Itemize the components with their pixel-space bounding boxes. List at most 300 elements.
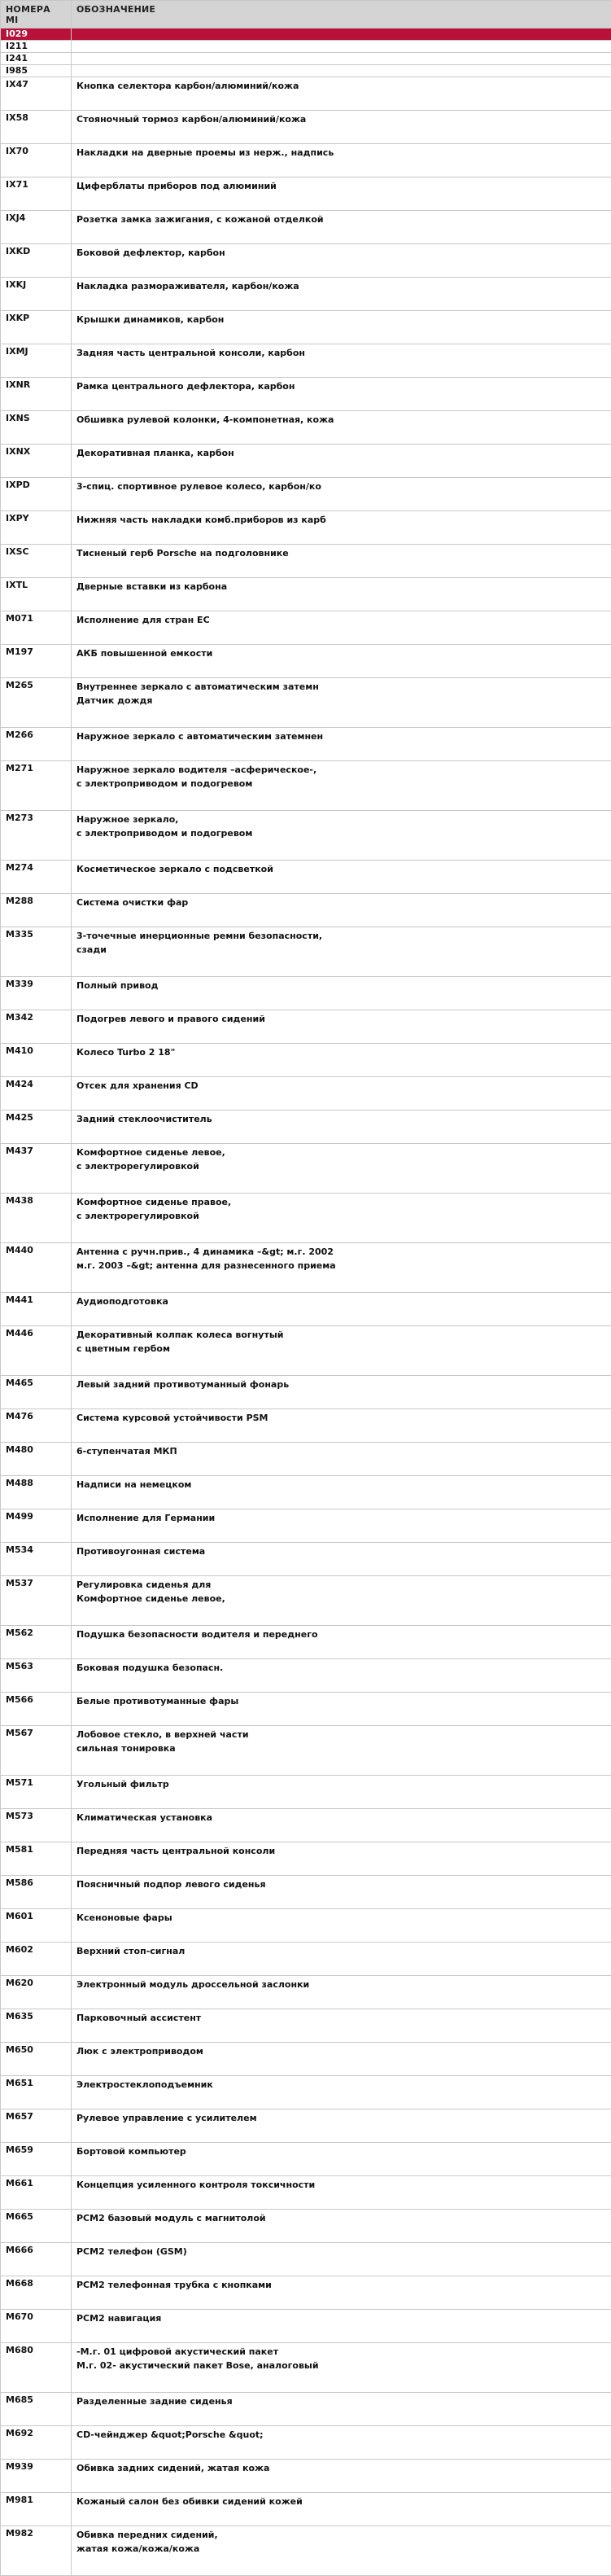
option-description xyxy=(72,811,611,861)
option-description xyxy=(72,1293,611,1326)
option-code: M651 xyxy=(1,2076,72,2109)
option-code: M665 xyxy=(1,2210,72,2243)
option-description xyxy=(72,1693,611,1726)
option-code: I241 xyxy=(1,53,72,65)
option-code: IXJ4 xyxy=(1,211,72,244)
table-row[interactable] xyxy=(1,2426,611,2460)
option-description xyxy=(72,2043,611,2076)
option-code: M562 xyxy=(1,1626,72,1659)
option-description xyxy=(72,1626,611,1659)
option-description xyxy=(72,1376,611,1409)
option-code: M680 xyxy=(1,2343,72,2393)
option-code: IXKJ xyxy=(1,278,72,311)
option-code: M425 xyxy=(1,1111,72,1144)
description-line: Аудиоподготовка xyxy=(76,1295,606,1308)
description-line: Электронный модуль дроссельной заслонки xyxy=(76,1978,606,1991)
table-row[interactable] xyxy=(1,1976,611,2009)
description-line: Розетка замка зажигания, с кожаной отделкой xyxy=(76,212,606,226)
description-line: Комфортное сиденье левое, xyxy=(76,1592,606,1606)
table-row[interactable] xyxy=(1,1376,611,1409)
description-line: Рулевое управление с усилителем xyxy=(76,2111,606,2125)
option-code: M197 xyxy=(1,645,72,678)
table-row[interactable] xyxy=(1,211,611,244)
option-code: M438 xyxy=(1,1194,72,1243)
table-row[interactable] xyxy=(1,2310,611,2343)
description-line: Подогрев левого и правого сидений xyxy=(76,1012,606,1026)
description-line: CD-чейнджер &quot;Porsche &quot; xyxy=(76,2428,606,2442)
option-description xyxy=(72,894,611,927)
description-line: Боковая подушка безопасн. xyxy=(76,1661,606,1675)
option-code: M586 xyxy=(1,1876,72,1909)
table-row[interactable] xyxy=(1,1876,611,1909)
option-description xyxy=(72,1194,611,1243)
table-row[interactable] xyxy=(1,2043,611,2076)
option-code: M266 xyxy=(1,728,72,761)
option-code: M650 xyxy=(1,2043,72,2076)
table-row[interactable] xyxy=(1,1842,611,1876)
table-row[interactable] xyxy=(1,2243,611,2276)
option-description xyxy=(72,28,611,41)
option-code: M566 xyxy=(1,1693,72,1726)
option-description xyxy=(72,2276,611,2310)
option-code: M661 xyxy=(1,2176,72,2210)
description-line: Рамка центрального дефлектора, карбон xyxy=(76,379,606,393)
option-description xyxy=(72,1776,611,1809)
table-row[interactable] xyxy=(1,511,611,545)
table-row[interactable] xyxy=(1,77,611,111)
description-line: Надписи на немецком xyxy=(76,1478,606,1492)
option-description xyxy=(72,1943,611,1976)
option-description xyxy=(72,77,611,111)
table-row[interactable] xyxy=(1,977,611,1010)
table-row[interactable] xyxy=(1,645,611,678)
description-line: Наружное зеркало с автоматическим затемнен xyxy=(76,729,606,743)
option-code: M670 xyxy=(1,2310,72,2343)
description-line: Концепция усиленного контроля токсичности xyxy=(76,2178,606,2192)
table-row[interactable] xyxy=(1,894,611,927)
table-row[interactable] xyxy=(1,1809,611,1842)
description-line: сильная тонировка xyxy=(76,1741,606,1755)
option-description xyxy=(72,2493,611,2526)
description-line: жатая кожа/кожа/кожа xyxy=(76,2542,606,2556)
option-code: I211 xyxy=(1,41,72,53)
description-line: Климатическая установка xyxy=(76,1811,606,1825)
description-line: Крышки динамиков, карбон xyxy=(76,313,606,326)
description-line: Система курсовой устойчивости PSM xyxy=(76,1411,606,1425)
option-code: M339 xyxy=(1,977,72,1010)
option-code: M424 xyxy=(1,1077,72,1111)
description-line: Передняя часть центральной консоли xyxy=(76,1844,606,1858)
description-line: 3-точечные инерционные ремни безопасности, xyxy=(76,929,606,943)
table-row[interactable] xyxy=(1,411,611,445)
description-line: Нижняя часть накладки комб.приборов из карб xyxy=(76,513,606,527)
table-row[interactable] xyxy=(1,1943,611,1976)
description-line: Парковочный ассистент xyxy=(76,2011,606,2025)
table-row[interactable] xyxy=(1,2176,611,2210)
table-row[interactable] xyxy=(1,144,611,177)
option-description xyxy=(72,278,611,311)
option-description xyxy=(72,2393,611,2426)
table-row[interactable] xyxy=(1,1111,611,1144)
table-row[interactable] xyxy=(1,1326,611,1376)
description-line: Накладка размораживателя, карбон/кожа xyxy=(76,279,606,293)
option-description xyxy=(72,1509,611,1543)
option-description xyxy=(72,2009,611,2043)
option-code: M620 xyxy=(1,1976,72,2009)
description-line: с электроприводом и подогревом xyxy=(76,777,606,791)
option-code: M273 xyxy=(1,811,72,861)
option-code: M437 xyxy=(1,1144,72,1194)
description-line: PCM2 навигация xyxy=(76,2311,606,2325)
table-row[interactable] xyxy=(1,578,611,611)
description-line: Датчик дождя xyxy=(76,694,606,708)
description-line: Дверные вставки из карбона xyxy=(76,580,606,594)
option-description xyxy=(72,977,611,1010)
option-code: M265 xyxy=(1,678,72,728)
description-line: Обивка передних сидений, xyxy=(76,2528,606,2542)
description-line: Косметическое зеркало с подсветкой xyxy=(76,862,606,876)
option-description xyxy=(72,344,611,378)
option-description xyxy=(72,1909,611,1943)
table-row[interactable] xyxy=(1,1693,611,1726)
description-line: Колесо Turbo 2 18" xyxy=(76,1045,606,1059)
table-row[interactable] xyxy=(1,2493,611,2526)
option-description xyxy=(72,2460,611,2493)
table-row[interactable] xyxy=(1,1576,611,1626)
option-description xyxy=(72,65,611,77)
description-line: Декоративный колпак колеса вогнутый xyxy=(76,1328,606,1342)
table-row[interactable] xyxy=(1,811,611,861)
option-description xyxy=(72,478,611,511)
table-row[interactable] xyxy=(1,761,611,811)
option-code: M410 xyxy=(1,1044,72,1077)
description-line: с цветным гербом xyxy=(76,1342,606,1356)
table-row[interactable] xyxy=(1,244,611,278)
option-description xyxy=(72,761,611,811)
option-description xyxy=(72,445,611,478)
option-description xyxy=(72,1543,611,1576)
option-code: M571 xyxy=(1,1776,72,1809)
option-code: M071 xyxy=(1,611,72,645)
table-row[interactable] xyxy=(1,2393,611,2426)
option-description xyxy=(72,111,611,144)
table-row[interactable] xyxy=(1,2460,611,2493)
description-line: Лобовое стекло, в верхней части xyxy=(76,1728,606,1741)
description-line: Накладки на дверные проемы из нерж., надпись xyxy=(76,146,606,160)
option-code: M635 xyxy=(1,2009,72,2043)
option-code: M476 xyxy=(1,1409,72,1443)
table-row[interactable] xyxy=(1,65,611,77)
table-row[interactable] xyxy=(1,2526,611,2576)
option-description xyxy=(72,2143,611,2176)
option-description xyxy=(72,2076,611,2109)
table-row[interactable] xyxy=(1,378,611,411)
option-code: M534 xyxy=(1,1543,72,1576)
table-row[interactable] xyxy=(1,111,611,144)
option-code: M666 xyxy=(1,2243,72,2276)
option-code: M692 xyxy=(1,2426,72,2460)
description-line: Ксеноновые фары xyxy=(76,1911,606,1925)
option-code: IXKP xyxy=(1,311,72,344)
table-row[interactable] xyxy=(1,1443,611,1476)
description-line: PCM2 телефон (GSM) xyxy=(76,2245,606,2258)
table-row[interactable] xyxy=(1,545,611,578)
description-line: Система очистки фар xyxy=(76,896,606,909)
option-description xyxy=(72,53,611,65)
option-description xyxy=(72,41,611,53)
option-description xyxy=(72,611,611,645)
option-code: M657 xyxy=(1,2109,72,2143)
description-line: Исполнение для Германии xyxy=(76,1511,606,1525)
option-description xyxy=(72,2343,611,2393)
description-line: M.г. 02- акустический пакет Bose, аналоговый xyxy=(76,2359,606,2372)
description-line: Задняя часть центральной консоли, карбон xyxy=(76,346,606,360)
option-description xyxy=(72,144,611,177)
table-row[interactable] xyxy=(1,53,611,65)
table-row[interactable] xyxy=(1,41,611,53)
table-row[interactable] xyxy=(1,2076,611,2109)
option-description xyxy=(72,927,611,977)
table-row[interactable] xyxy=(1,278,611,311)
description-line: 6-ступенчатая МКП xyxy=(76,1444,606,1458)
table-row[interactable] xyxy=(1,2276,611,2310)
option-code: M441 xyxy=(1,1293,72,1326)
option-description xyxy=(72,1576,611,1626)
description-line: Люк с электроприводом xyxy=(76,2044,606,2058)
option-code: IXPD xyxy=(1,478,72,511)
table-row[interactable] xyxy=(1,861,611,894)
table-row[interactable] xyxy=(1,1243,611,1293)
option-description xyxy=(72,311,611,344)
option-description xyxy=(72,511,611,545)
option-description xyxy=(72,2310,611,2343)
description-line: PCM2 базовый модуль с магнитолой xyxy=(76,2211,606,2225)
table-row[interactable] xyxy=(1,1776,611,1809)
description-line: Обшивка рулевой колонки, 4-компонетная, кожа xyxy=(76,413,606,427)
option-code: M573 xyxy=(1,1809,72,1842)
option-code: M288 xyxy=(1,894,72,927)
table-row[interactable] xyxy=(1,1509,611,1543)
option-code: IXSC xyxy=(1,545,72,578)
description-line: Задний стеклоочиститель xyxy=(76,1112,606,1126)
option-description xyxy=(72,1809,611,1842)
table-body xyxy=(1,28,611,2576)
table-row[interactable] xyxy=(1,2343,611,2393)
description-line: с электроприводом и подогревом xyxy=(76,826,606,840)
table-row[interactable] xyxy=(1,1543,611,1576)
table-row[interactable] xyxy=(1,1194,611,1243)
description-line: Разделенные задние сиденья xyxy=(76,2394,606,2408)
option-description xyxy=(72,1077,611,1111)
option-code: M465 xyxy=(1,1376,72,1409)
table-row[interactable] xyxy=(1,1626,611,1659)
option-code: M981 xyxy=(1,2493,72,2526)
table-row[interactable] xyxy=(1,1010,611,1044)
option-description xyxy=(72,1659,611,1693)
description-line: 3-спиц. спортивное рулевое колесо, карбон/ко xyxy=(76,480,606,493)
description-line: Кожаный салон без обивки сидений кожей xyxy=(76,2495,606,2508)
description-line: Противоугонная система xyxy=(76,1544,606,1558)
table-row[interactable] xyxy=(1,1726,611,1776)
table-row[interactable] xyxy=(1,678,611,728)
description-line: Левый задний противотуманный фонарь xyxy=(76,1378,606,1391)
description-line: Декоративная планка, карбон xyxy=(76,446,606,460)
option-description xyxy=(72,1044,611,1077)
option-code: M271 xyxy=(1,761,72,811)
option-code: M567 xyxy=(1,1726,72,1776)
option-code: M537 xyxy=(1,1576,72,1626)
description-line: Подушка безопасности водителя и переднего xyxy=(76,1628,606,1641)
option-code: M602 xyxy=(1,1943,72,1976)
table-row[interactable] xyxy=(1,2009,611,2043)
table-row[interactable] xyxy=(1,1409,611,1443)
table-row[interactable] xyxy=(1,728,611,761)
description-line: Регулировка сиденья для xyxy=(76,1578,606,1592)
description-line: м.г. 2003 –&gt; антенна для разнесенного приема xyxy=(76,1259,606,1273)
option-code: IX70 xyxy=(1,144,72,177)
column-header-code[interactable]: НОМЕРА MI xyxy=(1,1,72,28)
option-code: IX58 xyxy=(1,111,72,144)
table-row[interactable] xyxy=(1,1077,611,1111)
description-line: с электрорегулировкой xyxy=(76,1209,606,1223)
table-row[interactable] xyxy=(1,344,611,378)
table-row[interactable] xyxy=(1,1293,611,1326)
option-description xyxy=(72,1976,611,2009)
description-line: Обивка задних сидений, жатая кожа xyxy=(76,2461,606,2475)
option-description xyxy=(72,861,611,894)
option-code: M274 xyxy=(1,861,72,894)
description-line: Циферблаты приборов под алюминий xyxy=(76,179,606,193)
description-line: с электрорегулировкой xyxy=(76,1159,606,1173)
option-description xyxy=(72,728,611,761)
option-code: M685 xyxy=(1,2393,72,2426)
option-code: IXTL xyxy=(1,578,72,611)
option-description xyxy=(72,211,611,244)
option-description xyxy=(72,378,611,411)
description-line: Наружное зеркало водителя –асферическое-, xyxy=(76,763,606,777)
description-line: сзади xyxy=(76,943,606,957)
description-line: Электростеклоподъемник xyxy=(76,2078,606,2092)
option-code: M480 xyxy=(1,1443,72,1476)
description-line: Кнопка селектора карбон/алюминий/кожа xyxy=(76,79,606,93)
description-line: Верхний стоп-сигнал xyxy=(76,1944,606,1958)
description-line: Наружное зеркало, xyxy=(76,813,606,826)
description-line: Угольный фильтр xyxy=(76,1777,606,1791)
description-line: -M.г. 01 цифровой акустический пакет xyxy=(76,2345,606,2359)
table-row[interactable] xyxy=(1,1044,611,1077)
option-code: IXPY xyxy=(1,511,72,545)
description-line: Тисненый герб Porsche на подголовнике xyxy=(76,546,606,560)
option-description xyxy=(72,1443,611,1476)
option-description xyxy=(72,1876,611,1909)
description-line: Исполнение для стран ЕС xyxy=(76,613,606,627)
description-line: Поясничный подпор левого сиденья xyxy=(76,1877,606,1891)
option-code: M440 xyxy=(1,1243,72,1293)
option-code: M982 xyxy=(1,2526,72,2576)
table-row[interactable] xyxy=(1,2143,611,2176)
table-row[interactable] xyxy=(1,611,611,645)
option-code: IXKD xyxy=(1,244,72,278)
option-code: M659 xyxy=(1,2143,72,2176)
option-description xyxy=(72,2426,611,2460)
table-row[interactable] xyxy=(1,2210,611,2243)
description-line: Полный привод xyxy=(76,979,606,992)
option-description xyxy=(72,678,611,728)
description-line: Внутреннее зеркало с автоматическим затемн xyxy=(76,680,606,694)
option-description xyxy=(72,1111,611,1144)
table-row[interactable] xyxy=(1,1144,611,1194)
option-description xyxy=(72,1144,611,1194)
option-code: M668 xyxy=(1,2276,72,2310)
option-description xyxy=(72,645,611,678)
table-row[interactable] xyxy=(1,1909,611,1943)
option-code: IX71 xyxy=(1,177,72,211)
table-row[interactable] xyxy=(1,478,611,511)
option-description xyxy=(72,2176,611,2210)
description-line: Комфортное сиденье левое, xyxy=(76,1146,606,1159)
description-line: Бортовой компьютер xyxy=(76,2144,606,2158)
table-row[interactable] xyxy=(1,1659,611,1693)
option-code: M563 xyxy=(1,1659,72,1693)
option-description xyxy=(72,578,611,611)
option-description xyxy=(72,2109,611,2143)
option-description xyxy=(72,545,611,578)
option-code: I985 xyxy=(1,65,72,77)
table-row[interactable] xyxy=(1,28,611,41)
header-row xyxy=(1,1,611,28)
option-code: IXMJ xyxy=(1,344,72,378)
description-line: Комфортное сиденье правое, xyxy=(76,1195,606,1209)
option-code: M342 xyxy=(1,1010,72,1044)
option-description xyxy=(72,1326,611,1376)
option-description xyxy=(72,2243,611,2276)
option-description xyxy=(72,1243,611,1293)
description-line: Белые противотуманные фары xyxy=(76,1694,606,1708)
option-code: IXNR xyxy=(1,378,72,411)
description-line: Стояночный тормоз карбон/алюминий/кожа xyxy=(76,112,606,126)
table-row[interactable] xyxy=(1,177,611,211)
option-code: M335 xyxy=(1,927,72,977)
option-code: IX47 xyxy=(1,77,72,111)
option-description xyxy=(72,1726,611,1776)
table-row[interactable] xyxy=(1,1476,611,1509)
description-line: PCM2 телефонная трубка с кнопками xyxy=(76,2278,606,2292)
option-description xyxy=(72,2526,611,2576)
option-code: M939 xyxy=(1,2460,72,2493)
option-description xyxy=(72,1409,611,1443)
option-code: I029 xyxy=(1,28,72,41)
option-code: M581 xyxy=(1,1842,72,1876)
option-code: M499 xyxy=(1,1509,72,1543)
option-description xyxy=(72,1476,611,1509)
option-description xyxy=(72,411,611,445)
table-row[interactable] xyxy=(1,2109,611,2143)
table-row[interactable] xyxy=(1,445,611,478)
option-description xyxy=(72,244,611,278)
option-description xyxy=(72,2210,611,2243)
option-code: M488 xyxy=(1,1476,72,1509)
option-description xyxy=(72,1010,611,1044)
table-row[interactable] xyxy=(1,927,611,977)
column-header-description[interactable]: ОБОЗНАЧЕНИЕ xyxy=(72,1,611,28)
table-row[interactable] xyxy=(1,311,611,344)
option-description xyxy=(72,1842,611,1876)
option-code: M446 xyxy=(1,1326,72,1376)
description-line: Отсек для хранения CD xyxy=(76,1079,606,1093)
option-code: IXNS xyxy=(1,411,72,445)
option-description xyxy=(72,177,611,211)
description-line: АКБ повышенной емкости xyxy=(76,646,606,660)
